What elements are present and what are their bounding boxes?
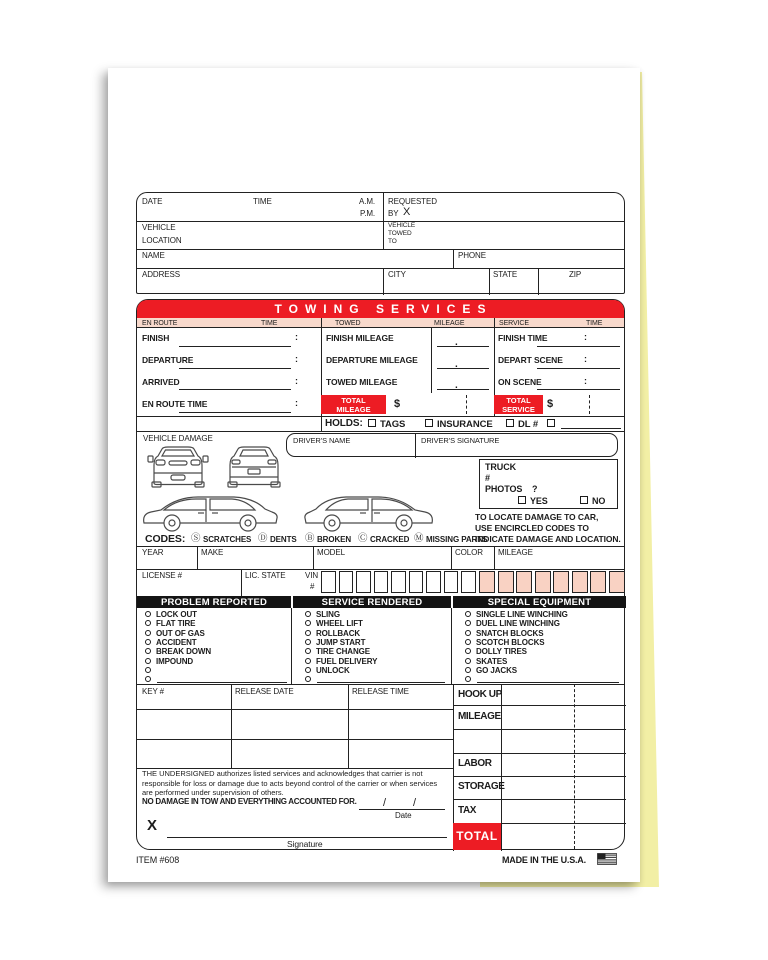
service-option[interactable]: SLING xyxy=(316,610,340,619)
no-label: NO xyxy=(592,496,606,506)
date-label: DATE xyxy=(142,197,163,206)
disclaimer-line1: THE UNDERSIGNED authorizes listed services and acknowledges that carrier is not xyxy=(142,769,423,778)
option-circle[interactable] xyxy=(305,648,311,654)
equipment-option[interactable]: DOLLY TIRES xyxy=(476,647,527,656)
truck-label: TRUCK xyxy=(485,462,516,472)
option-circle[interactable] xyxy=(305,611,311,617)
tags-label: TAGS xyxy=(380,419,406,430)
service-option[interactable]: FUEL DELIVERY xyxy=(316,657,378,666)
insurance-label: INSURANCE xyxy=(437,419,493,430)
towed-mileage-label: TOWED MILEAGE xyxy=(326,377,398,387)
vin-box[interactable] xyxy=(321,571,336,593)
colon: : xyxy=(295,376,298,386)
depart-scene-label: DEPART SCENE xyxy=(498,355,563,365)
towed-to-label: TOWED xyxy=(388,230,412,237)
vin-box[interactable] xyxy=(409,571,424,593)
col-towed: TOWED xyxy=(335,320,361,327)
tags-checkbox[interactable] xyxy=(368,419,376,427)
drivers-signature-label: DRIVER'S SIGNATURE xyxy=(421,436,500,445)
service-option[interactable]: WHEEL LIFT xyxy=(316,619,363,628)
option-circle[interactable] xyxy=(145,676,151,682)
no-damage-statement: NO DAMAGE IN TOW AND EVERYTHING ACCOUNTED FOR. xyxy=(142,797,357,806)
make-label: MAKE xyxy=(201,548,224,557)
total-mileage-box xyxy=(321,395,386,414)
col-time: TIME xyxy=(586,320,603,327)
write-line[interactable] xyxy=(317,682,445,683)
col-service: SERVICE xyxy=(499,320,529,327)
problem-option[interactable]: BREAK DOWN xyxy=(156,647,211,656)
border xyxy=(538,268,539,295)
border xyxy=(197,546,198,569)
signature-x: X xyxy=(147,817,157,834)
car-rear-diagram[interactable] xyxy=(223,443,285,490)
charge-mileage-label: MILEAGE xyxy=(458,711,501,722)
other-hold-checkbox[interactable] xyxy=(547,419,555,427)
date-slash: / xyxy=(413,797,416,809)
address-label: ADDRESS xyxy=(142,270,180,279)
col-mileage: MILEAGE xyxy=(434,320,465,327)
city-label: CITY xyxy=(388,270,406,279)
on-scene-label: ON SCENE xyxy=(498,377,542,387)
option-circle[interactable] xyxy=(145,658,151,664)
arrived-label: ARRIVED xyxy=(142,377,180,387)
vin-label: VIN xyxy=(305,571,319,580)
pm-label: P.M. xyxy=(360,209,376,218)
time-label: TIME xyxy=(253,197,272,206)
write-line[interactable] xyxy=(437,368,489,369)
lic-state-label: LIC. STATE xyxy=(245,571,286,580)
write-line[interactable] xyxy=(561,428,621,429)
code-missing-parts: MISSING PARTS xyxy=(426,535,488,544)
border xyxy=(453,753,626,754)
colon: : xyxy=(295,398,298,408)
option-circle[interactable] xyxy=(145,611,151,617)
cents-divider xyxy=(574,684,575,849)
border xyxy=(451,608,452,684)
problem-option[interactable]: LOCK OUT xyxy=(156,610,197,619)
yes-label: YES xyxy=(530,496,548,506)
dl-checkbox[interactable] xyxy=(506,419,514,427)
code-dents: DENTS xyxy=(270,535,297,544)
labor-label: LABOR xyxy=(458,758,492,769)
en-route-time-label: EN ROUTE TIME xyxy=(142,399,208,409)
colon: : xyxy=(584,354,587,364)
vin-box[interactable] xyxy=(553,571,569,593)
towing-services-title: TOWING SERVICES xyxy=(137,300,624,318)
car-side-diagram[interactable] xyxy=(140,489,280,534)
write-line[interactable] xyxy=(537,368,620,369)
border xyxy=(501,684,502,851)
option-circle[interactable] xyxy=(145,639,151,645)
colon: : xyxy=(295,354,298,364)
date-caption: Date xyxy=(395,811,412,820)
vehicle-damage-label: VEHICLE DAMAGE xyxy=(143,434,213,443)
code-scratches: SCRATCHES xyxy=(203,535,252,544)
vin-box[interactable] xyxy=(498,571,514,593)
border xyxy=(489,268,490,295)
car-side-diagram[interactable] xyxy=(303,489,436,534)
border xyxy=(137,268,624,269)
drivers-name-label: DRIVER'S NAME xyxy=(293,436,351,445)
option-circle[interactable] xyxy=(305,658,311,664)
code-symbol-missing: Ⓜ xyxy=(414,533,424,544)
col-en-route: EN ROUTE xyxy=(142,320,178,327)
border xyxy=(137,416,624,417)
border xyxy=(383,268,384,295)
border xyxy=(451,546,452,569)
equipment-option[interactable]: SNATCH BLOCKS xyxy=(476,629,544,638)
am-label: A.M. xyxy=(359,197,376,206)
code-symbol-dents: Ⓓ xyxy=(258,533,268,544)
signature-line[interactable] xyxy=(167,837,447,838)
border xyxy=(494,546,495,569)
photos-label: PHOTOS xyxy=(485,484,523,494)
name-label: NAME xyxy=(142,251,165,260)
truck-photos-box xyxy=(479,459,618,509)
date-slash: / xyxy=(383,797,386,809)
code-symbol-broken: Ⓑ xyxy=(305,533,315,544)
write-line[interactable] xyxy=(477,682,619,683)
vin-box[interactable] xyxy=(374,571,389,593)
problem-option[interactable]: FLAT TIRE xyxy=(156,619,196,628)
total-service-line2: SERVICE xyxy=(502,404,535,414)
vin-box[interactable] xyxy=(572,571,588,593)
item-number: ITEM #608 xyxy=(136,855,180,865)
color-label: COLOR xyxy=(455,548,483,557)
border xyxy=(137,546,624,547)
write-line[interactable] xyxy=(537,346,620,347)
option-circle[interactable] xyxy=(465,667,471,673)
problem-option[interactable]: OUT OF GAS xyxy=(156,629,205,638)
option-circle[interactable] xyxy=(305,620,311,626)
special-equipment-header: SPECIAL EQUIPMENT xyxy=(453,596,626,608)
towed-to-label: VEHICLE xyxy=(388,222,416,229)
border xyxy=(137,709,453,710)
option-circle[interactable] xyxy=(145,620,151,626)
border xyxy=(137,684,624,685)
border xyxy=(313,546,314,569)
border xyxy=(348,684,349,768)
total-mileage-line1: TOTAL xyxy=(341,396,366,405)
cents-divider xyxy=(589,395,590,414)
departure-label: DEPARTURE xyxy=(142,355,194,365)
option-circle[interactable] xyxy=(465,676,471,682)
disclaimer-line2: responsible for loss or damage due to acts beyond control of the carrier or when services xyxy=(142,778,438,788)
option-circle[interactable] xyxy=(465,620,471,626)
option-circle[interactable] xyxy=(465,630,471,636)
problem-option[interactable]: IMPOUND xyxy=(156,657,194,666)
decimal-dot: . xyxy=(455,337,458,348)
total-service-line1: TOTAL xyxy=(506,396,531,405)
insurance-checkbox[interactable] xyxy=(425,419,433,427)
finish-label: FINISH xyxy=(142,333,170,343)
locate-note-line3: INDICATE DAMAGE AND LOCATION. xyxy=(475,534,621,544)
car-front-diagram[interactable] xyxy=(147,443,209,490)
border xyxy=(453,729,626,730)
write-line[interactable] xyxy=(437,389,489,390)
dollar-sign: $ xyxy=(547,398,554,410)
option-circle[interactable] xyxy=(305,667,311,673)
form-paper xyxy=(108,68,640,882)
state-label: STATE xyxy=(493,270,518,279)
border xyxy=(453,799,626,800)
write-line[interactable] xyxy=(537,389,620,390)
option-circle[interactable] xyxy=(145,630,151,636)
holds-label: HOLDS: xyxy=(325,418,363,429)
total-mileage-line2: MILEAGE xyxy=(336,404,371,414)
vin-box[interactable] xyxy=(339,571,354,593)
code-cracked: CRACKED xyxy=(370,535,410,544)
model-label: MODEL xyxy=(317,548,345,557)
problem-option[interactable]: ACCIDENT xyxy=(156,638,197,647)
signature-caption: Signature xyxy=(287,839,323,849)
main-table xyxy=(136,299,625,850)
service-option[interactable]: TIRE CHANGE xyxy=(316,647,371,656)
equipment-option[interactable]: DUEL LINE WINCHING xyxy=(476,619,560,628)
border xyxy=(453,776,626,777)
border xyxy=(137,249,624,250)
code-broken: BROKEN xyxy=(317,535,352,544)
tax-label: TAX xyxy=(458,805,477,816)
colon: : xyxy=(584,376,587,386)
date-line[interactable] xyxy=(359,809,445,810)
border xyxy=(241,569,242,596)
mileage-label: MILEAGE xyxy=(498,548,533,557)
disclaimer-line3: are performed under supervision of others. xyxy=(142,788,284,797)
border xyxy=(383,193,384,249)
license-label: LICENSE # xyxy=(142,571,183,580)
equipment-option[interactable]: SKATES xyxy=(476,657,508,666)
vin-box[interactable] xyxy=(391,571,406,593)
service-option[interactable]: ROLLBACK xyxy=(316,629,361,638)
towed-to-label: TO xyxy=(388,238,397,245)
photos-yes-checkbox[interactable] xyxy=(518,496,526,504)
option-circle[interactable] xyxy=(145,667,151,673)
locate-note-line1: TO LOCATE DAMAGE TO CAR, xyxy=(475,512,599,522)
border xyxy=(137,221,624,222)
phone-label: PHONE xyxy=(458,251,486,260)
finish-mileage-label: FINISH MILEAGE xyxy=(326,333,394,343)
border xyxy=(291,608,292,684)
equipment-option[interactable]: GO JACKS xyxy=(476,666,517,675)
vin-box[interactable] xyxy=(479,571,495,593)
service-option[interactable]: JUMP START xyxy=(316,638,366,647)
requested-by-field[interactable]: X xyxy=(403,206,411,218)
driver-box xyxy=(286,433,618,457)
photos-question: ? xyxy=(532,484,538,494)
colon: : xyxy=(295,332,298,342)
option-circle[interactable] xyxy=(465,611,471,617)
header-table xyxy=(136,192,625,294)
option-circle[interactable] xyxy=(305,630,311,636)
dl-label: DL # xyxy=(518,419,539,430)
border xyxy=(415,434,416,458)
key-number-label: KEY # xyxy=(142,687,165,696)
option-circle[interactable] xyxy=(465,658,471,664)
write-line[interactable] xyxy=(179,368,291,369)
border xyxy=(137,431,624,432)
decimal-dot: . xyxy=(455,380,458,391)
locate-note-line2: USE ENCIRCLED CODES TO xyxy=(475,523,589,533)
border xyxy=(137,739,453,740)
service-rendered-header: SERVICE RENDERED xyxy=(293,596,451,608)
vin-box[interactable] xyxy=(516,571,532,593)
equipment-option[interactable]: SINGLE LINE WINCHING xyxy=(476,610,568,619)
release-date-label: RELEASE DATE xyxy=(235,687,294,696)
cents-divider xyxy=(466,395,467,414)
border xyxy=(321,318,322,431)
border xyxy=(453,705,626,706)
vehicle-label: VEHICLE xyxy=(142,223,176,232)
vin-box[interactable] xyxy=(609,571,625,593)
option-circle[interactable] xyxy=(305,676,311,682)
hook-up-label: HOOK UP xyxy=(458,689,502,700)
border xyxy=(431,328,432,393)
storage-label: STORAGE xyxy=(458,781,505,792)
write-line[interactable] xyxy=(157,682,287,683)
equipment-option[interactable]: SCOTCH BLOCKS xyxy=(476,638,545,647)
vin-box[interactable] xyxy=(590,571,606,593)
write-line[interactable] xyxy=(437,346,489,347)
decimal-dot: . xyxy=(455,359,458,370)
total-label: TOTAL xyxy=(453,823,501,850)
us-flag-icon xyxy=(597,853,617,865)
border xyxy=(453,249,454,268)
vin-box[interactable] xyxy=(444,571,459,593)
code-symbol-scratches: Ⓢ xyxy=(191,533,201,544)
write-line[interactable] xyxy=(179,412,291,413)
zip-label: ZIP xyxy=(569,270,582,279)
made-in-usa: MADE IN THE U.S.A. xyxy=(502,855,586,865)
dollar-sign: $ xyxy=(394,398,401,410)
vin-box[interactable] xyxy=(426,571,441,593)
colon: : xyxy=(584,332,587,342)
requested-label: REQUESTED xyxy=(388,197,437,206)
codes-label: CODES: xyxy=(145,533,186,545)
option-circle[interactable] xyxy=(305,639,311,645)
by-label: BY xyxy=(388,209,399,218)
option-circle[interactable] xyxy=(465,648,471,654)
towing-column-header-row xyxy=(137,318,624,328)
year-label: YEAR xyxy=(142,548,164,557)
option-circle[interactable] xyxy=(145,648,151,654)
vin-hash-label: # xyxy=(310,582,315,591)
write-line[interactable] xyxy=(179,389,291,390)
code-symbol-cracked: Ⓒ xyxy=(358,533,368,544)
vin-box[interactable] xyxy=(356,571,371,593)
service-option[interactable]: UNLOCK xyxy=(316,666,350,675)
truck-number-label: # xyxy=(485,473,490,483)
vin-box[interactable] xyxy=(535,571,551,593)
problem-reported-header: PROBLEM REPORTED xyxy=(137,596,291,608)
release-time-label: RELEASE TIME xyxy=(352,687,409,696)
total-service-box xyxy=(494,395,543,414)
option-circle[interactable] xyxy=(465,639,471,645)
finish-time-label: FINISH TIME xyxy=(498,333,548,343)
location-label: LOCATION xyxy=(142,236,182,245)
border xyxy=(231,684,232,768)
write-line[interactable] xyxy=(179,346,291,347)
vin-box[interactable] xyxy=(461,571,476,593)
border xyxy=(137,569,624,570)
col-time: TIME xyxy=(261,320,278,327)
departure-mileage-label: DEPARTURE MILEAGE xyxy=(326,355,418,365)
photos-no-checkbox[interactable] xyxy=(580,496,588,504)
